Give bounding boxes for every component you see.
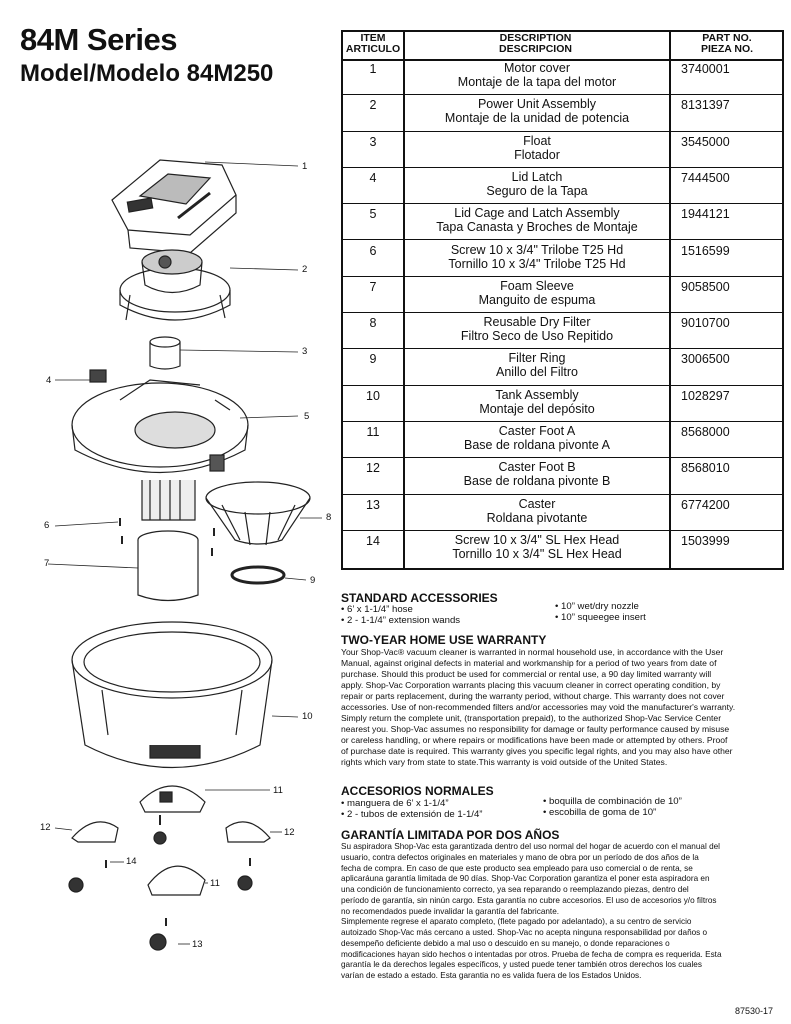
item-description <box>405 424 669 452</box>
callout-3: 3 <box>302 346 308 357</box>
table-row <box>343 349 782 385</box>
list-item: • escobilla de goma de 10” <box>543 807 657 818</box>
exploded-parts-diagram <box>0 0 340 1000</box>
warranty-en-text <box>341 647 777 769</box>
header-description: DESCRIPTION DESCRIPCION <box>499 32 572 55</box>
dry-filter-drawing <box>206 482 310 545</box>
text-line: fecha de compra. En caso de que este producto sea empleado para uso comercial o de renta, se <box>341 863 693 873</box>
description-es: Flotador <box>514 147 560 162</box>
list-item: • 2 - 1-1/4” extension wands <box>341 615 461 626</box>
table-row <box>343 132 782 168</box>
description-es: Montaje del depósito <box>479 401 595 416</box>
description-en: Power Unit Assembly <box>477 97 597 112</box>
table-row <box>343 59 782 95</box>
description-en: Motor cover <box>504 61 570 75</box>
lid-cage-drawing <box>72 380 248 473</box>
description-es: Filtro Seco de Uso Repitido <box>460 329 614 344</box>
description-en: Caster Foot B <box>498 460 576 475</box>
standard-accessories-heading: STANDARD ACCESSORIES <box>341 591 498 605</box>
item-number: 10 <box>366 388 380 403</box>
cage-drawing <box>142 480 195 520</box>
item-description <box>405 533 669 561</box>
callout-11-second: 11 <box>210 878 220 889</box>
item-description <box>405 279 669 307</box>
text-line: desempeño deficiente debido a mal uso o descuido en su manejo, o donde reparaciones o <box>341 938 670 948</box>
text-line: Manual, against original defects in material and workmanship for a period of two years from date of <box>341 658 717 669</box>
text-line: accessories. Use of non-recommended filters and/or accessories may void the manufacturer's warranty. <box>341 702 736 713</box>
description-es: Roldana pivotante <box>486 510 588 525</box>
text-line: repair or parts replacement, during the warranty period, without charge. This warranty does not cover <box>341 691 725 702</box>
text-line: usuario, contra defectos originales en materiales y mano de obra por un período de dos años de la <box>341 852 699 862</box>
parts-table-header <box>343 32 782 61</box>
accesorios-right <box>543 796 682 818</box>
part-number: 8568010 <box>681 461 730 476</box>
description-es: Base de roldana pivonte B <box>463 474 611 489</box>
part-number: 8131397 <box>681 98 730 113</box>
description-en: Caster <box>518 496 556 511</box>
description-en: Float <box>523 133 551 148</box>
foam-sleeve-drawing <box>138 531 198 601</box>
part-number: 1028297 <box>681 388 730 403</box>
lid-latch-drawing <box>90 370 106 382</box>
callout-2: 2 <box>302 264 308 275</box>
item-description <box>405 134 669 162</box>
text-line: no recomendados puede invalidar la garantía del fabricante. <box>341 906 560 916</box>
text-line: garantía le da derechos legales específicos, y usted puede tener también otros derechos los cuales <box>341 960 702 970</box>
header-item: ITEM ARTICULO <box>345 32 401 55</box>
item-description <box>405 351 669 379</box>
item-number: 13 <box>366 497 380 512</box>
text-line: Su aspiradora Shop-Vac esta garantizada dentro del uso normal del hogar de acuerdo con el manual del <box>341 842 720 851</box>
text-line: or careless handling, or where repairs or modifications have been made or attempted by others. Proof <box>341 735 728 746</box>
part-number: 1944121 <box>681 207 730 222</box>
accesorios-heading: ACCESORIOS NORMALES <box>341 784 494 798</box>
table-row <box>343 95 782 131</box>
part-number: 3740001 <box>681 62 730 76</box>
text-line: aplicaráuna garantía limitada de 90 días. Shop-Vac Corporation garantiza el poner esta aspiradora en <box>341 874 710 884</box>
part-number: 9058500 <box>681 279 730 294</box>
item-number: 1 <box>369 62 377 76</box>
table-row <box>343 168 782 204</box>
description-en: Screw 10 x 3/4" SL Hex Head <box>454 532 620 547</box>
description-es: Tornillo 10 x 3/4" SL Hex Head <box>452 546 622 561</box>
item-number: 2 <box>369 98 377 113</box>
list-item: • 6’ x 1-1/4” hose <box>341 604 413 615</box>
callout-8: 8 <box>326 512 332 523</box>
description-es: Anillo del Filtro <box>496 365 578 380</box>
callout-7: 7 <box>44 558 50 569</box>
item-description <box>405 315 669 343</box>
part-number: 7444500 <box>681 170 730 185</box>
text-line: rights which vary from state to state.This warranty is void outside of the United States. <box>341 757 668 768</box>
warranty-en-heading: TWO-YEAR HOME USE WARRANTY <box>341 633 547 647</box>
text-line: modificaciones hayan sido hechos o intentadas por otros. Prueba de fecha de compra es requerida. Esta <box>341 949 722 959</box>
caster-foot-a2-drawing <box>148 866 205 895</box>
table-row <box>343 422 782 458</box>
series-title: 84M Series <box>20 22 177 57</box>
item-description <box>405 170 669 198</box>
description-en: Filter Ring <box>508 351 566 366</box>
item-description <box>405 243 669 271</box>
item-description <box>405 206 669 234</box>
description-en: Foam Sleeve <box>500 278 574 293</box>
item-number: 4 <box>369 170 377 185</box>
caster-foot-b-right-drawing <box>226 822 270 842</box>
table-row <box>343 386 782 422</box>
callout-5: 5 <box>304 411 310 422</box>
callout-4: 4 <box>46 375 52 386</box>
table-row <box>343 531 782 567</box>
description-en: Tank Assembly <box>495 387 579 402</box>
description-es: Seguro de la Tapa <box>486 183 588 198</box>
item-number: 14 <box>366 533 380 548</box>
text-line: Simply return the complete unit, (transportation prepaid), to the authorized Shop-Vac Service Center <box>341 713 722 724</box>
text-line: autoizado Shop-Vac más cercano a usted. Shop-Vac no acepta ninguna responsabilidad por daños o <box>341 928 708 937</box>
header-part-no: PART NO. PIEZA NO. <box>700 32 754 55</box>
part-number: 9010700 <box>681 316 730 331</box>
standard-accessories-left <box>341 604 460 626</box>
description-es: Montaje de la unidad de potencia <box>444 111 630 126</box>
description-es: Base de roldana pivonte A <box>464 438 610 452</box>
table-row <box>343 277 782 313</box>
text-line: varían de estado a estado. Esta garantia no es valida fuera de los Estados Unidos. <box>341 971 642 980</box>
callout-13: 13 <box>192 939 203 950</box>
list-item: • boquilla de combinación de 10” <box>543 796 682 807</box>
part-number: 3545000 <box>681 134 730 149</box>
callout-11: 11 <box>273 785 283 796</box>
description-en: Reusable Dry Filter <box>483 315 591 330</box>
text-line: nearest you. Shop-Vac assumes no responsibility for damage or faulty performance caused by misuse <box>341 724 730 735</box>
text-line: período de garantía, sin ninún cargo. Esta garantía no cubre accesorios. El uso de accesorios y/o filtros <box>341 895 717 905</box>
parts-table <box>341 30 784 570</box>
item-number: 11 <box>366 425 380 439</box>
item-number: 12 <box>366 461 380 476</box>
description-es: Manguito de espuma <box>478 292 596 307</box>
item-number: 6 <box>369 243 377 258</box>
warranty-es-text <box>341 842 777 982</box>
standard-accessories-right <box>555 601 646 623</box>
power-unit-drawing <box>120 250 230 320</box>
text-line: Simplemente regrese el aparato completo, (flete pagado por adelantado), a su centro de servicio <box>341 917 692 927</box>
table-row <box>343 313 782 349</box>
model-title: Model/Modelo 84M250 <box>20 60 274 87</box>
document-number: 87530-17 <box>734 1006 773 1016</box>
part-number: 6774200 <box>681 497 730 512</box>
callout-6: 6 <box>44 520 50 531</box>
description-en: Lid Latch <box>511 169 563 184</box>
float-drawing <box>150 337 180 369</box>
tank-drawing <box>72 622 272 768</box>
table-row <box>343 241 782 277</box>
callout-10: 10 <box>302 711 313 722</box>
part-number: 3006500 <box>681 352 730 367</box>
item-number: 8 <box>369 316 377 331</box>
item-number: 5 <box>369 207 377 222</box>
list-item: • manguera de 6’ x 1-1/4” <box>341 798 449 809</box>
table-row <box>343 495 782 531</box>
part-number: 1516599 <box>681 243 730 258</box>
caster-foot-a-drawing <box>140 786 205 812</box>
list-item: • 2 - tubos de extensión de 1-1/4” <box>341 809 483 820</box>
item-description <box>405 497 669 525</box>
text-line: una condición de funcionamiento correcto, ya sea reparando o reemplazando piezas, dentro del <box>341 885 689 894</box>
caster-foot-b-left-drawing <box>72 822 118 842</box>
callout-12-left: 12 <box>40 822 51 833</box>
text-line: apply. Shop-Vac Corporation warrants placing this vacuum cleaner in correct operating condition, by <box>341 680 721 691</box>
item-number: 7 <box>369 279 377 294</box>
description-es: Montaje de la tapa del motor <box>457 75 617 89</box>
description-en: Caster Foot A <box>498 424 576 438</box>
table-row <box>343 458 782 494</box>
description-es: Tornillo 10 x 3/4" Trilobe T25 Hd <box>448 256 626 271</box>
callout-9: 9 <box>310 575 316 586</box>
table-row <box>343 204 782 240</box>
callout-12-right: 12 <box>284 827 295 838</box>
accesorios-left <box>341 798 483 820</box>
description-es: Tapa Canasta y Broches de Montaje <box>436 220 638 235</box>
warranty-es-heading: GARANTÍA LIMITADA POR DOS AÑOS <box>341 828 560 842</box>
callout-1: 1 <box>302 161 308 172</box>
callout-14: 14 <box>126 856 137 867</box>
description-en: Lid Cage and Latch Assembly <box>454 206 620 221</box>
item-number: 3 <box>369 134 377 149</box>
list-item: • 10” wet/dry nozzle <box>555 601 639 612</box>
item-description <box>405 388 669 416</box>
item-number: 9 <box>369 352 377 367</box>
part-number: 1503999 <box>681 533 730 548</box>
text-line: purchase. Should this product be used for commercial or rental use, a 90 day limited warranty will <box>341 669 712 680</box>
list-item: • 10” squeegee insert <box>555 612 646 623</box>
motor-cover-drawing <box>112 160 236 253</box>
description-en: Screw 10 x 3/4" Trilobe T25 Hd <box>450 242 624 257</box>
filter-ring-drawing <box>232 567 284 583</box>
item-description <box>405 97 669 125</box>
item-description <box>405 61 669 89</box>
item-description <box>405 460 669 488</box>
text-line: of purchase date is required. This warranty gives you specific legal rights, and you may also have other <box>341 746 733 757</box>
text-line: Your Shop-Vac® vacuum cleaner is warranted in normal household use, in accordance with the User <box>341 647 724 657</box>
part-number: 8568000 <box>681 425 730 439</box>
